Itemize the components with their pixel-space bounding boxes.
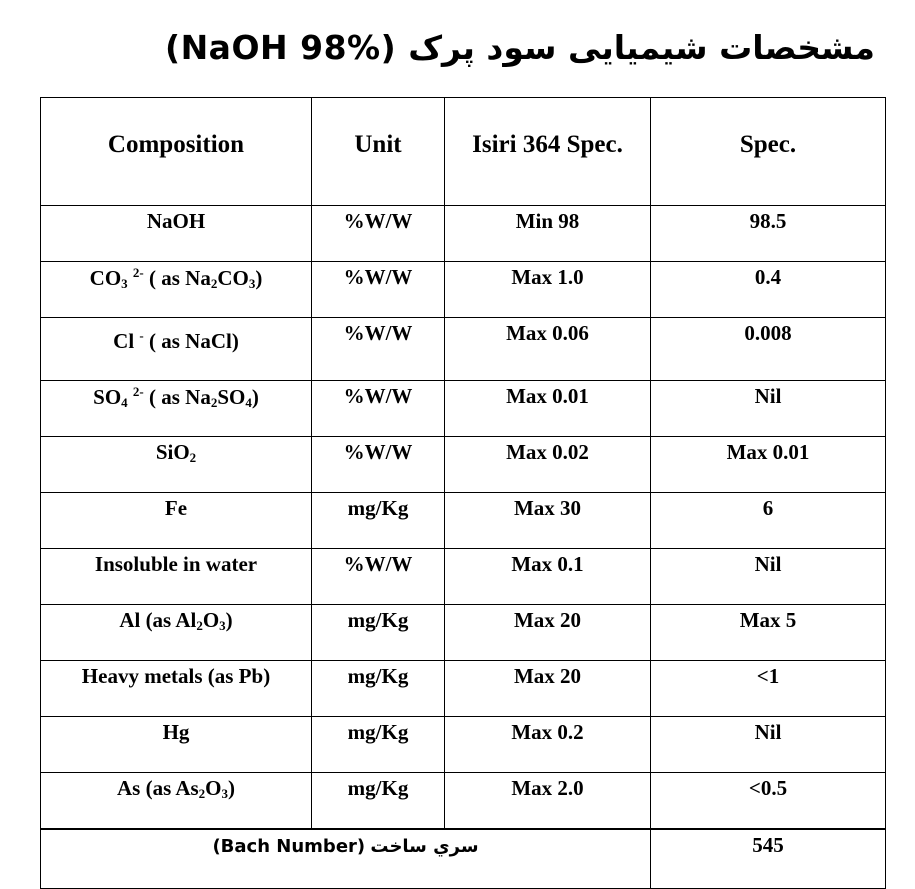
batch-label	[41, 829, 651, 889]
header-isiri-spec: Isiri 364 Spec.	[445, 98, 651, 206]
unit-cell: %W/W	[312, 206, 445, 262]
title-persian: مشخصات شیمیایی سود پرک	[408, 28, 875, 67]
spec-cell: Nil	[651, 549, 886, 605]
header-spec: Spec.	[651, 98, 886, 206]
composition-cell: Heavy metals (as Pb)	[41, 661, 312, 717]
table-row	[41, 773, 886, 830]
unit-cell: %W/W	[312, 549, 445, 605]
isiri-cell: Max 1.0	[445, 262, 651, 318]
table-row	[41, 549, 886, 605]
composition-cell: Cl - ( as NaCl)	[41, 318, 312, 381]
composition-cell: Fe	[41, 493, 312, 549]
composition-cell: As (as $As_2O_3$)	[41, 773, 312, 830]
table-row	[41, 318, 886, 381]
header-row	[41, 98, 886, 206]
unit-cell: mg/Kg	[312, 605, 445, 661]
composition-cell: NaOH	[41, 206, 312, 262]
table-row	[41, 661, 886, 717]
spec-cell: 98.5	[651, 206, 886, 262]
isiri-cell: Min 98	[445, 206, 651, 262]
unit-cell: mg/Kg	[312, 717, 445, 773]
unit-cell: %W/W	[312, 437, 445, 493]
spec-cell: Nil	[651, 381, 886, 437]
isiri-cell: Max 0.01	[445, 381, 651, 437]
composition-cell: SiO$_2$	[41, 437, 312, 493]
table-row	[41, 262, 886, 318]
isiri-cell: Max 0.02	[445, 437, 651, 493]
table-row	[41, 437, 886, 493]
header-unit: Unit	[312, 98, 445, 206]
isiri-cell: Max 30	[445, 493, 651, 549]
table-row	[41, 206, 886, 262]
table-row	[41, 605, 886, 661]
batch-number: 545	[651, 829, 886, 889]
spec-cell: 6	[651, 493, 886, 549]
spec-table	[40, 97, 886, 889]
spec-cell: <1	[651, 661, 886, 717]
page-title	[165, 28, 875, 67]
unit-cell: %W/W	[312, 381, 445, 437]
isiri-cell: Max 0.2	[445, 717, 651, 773]
batch-label-fa: سري ساخت	[370, 836, 479, 857]
spec-cell: Nil	[651, 717, 886, 773]
composition-cell: $SO_4$ $^{2-}$ ( as $Na_2SO_4$)	[41, 381, 312, 437]
composition-cell: $CO_3$ $^{2-}$ ( as $Na_2CO_3$)	[41, 262, 312, 318]
unit-cell: mg/Kg	[312, 493, 445, 549]
unit-cell: %W/W	[312, 262, 445, 318]
header-composition: Composition	[41, 98, 312, 206]
unit-cell: %W/W	[312, 318, 445, 381]
batch-row	[41, 829, 886, 889]
composition-cell: Insoluble in water	[41, 549, 312, 605]
spec-cell: Max 5	[651, 605, 886, 661]
composition-cell: Hg	[41, 717, 312, 773]
isiri-cell: Max 20	[445, 661, 651, 717]
spec-cell: Max 0.01	[651, 437, 886, 493]
isiri-cell: Max 20	[445, 605, 651, 661]
isiri-cell: Max 2.0	[445, 773, 651, 830]
unit-cell: mg/Kg	[312, 661, 445, 717]
spec-cell: 0.4	[651, 262, 886, 318]
spec-cell: <0.5	[651, 773, 886, 830]
isiri-cell: Max 0.06	[445, 318, 651, 381]
table-row	[41, 381, 886, 437]
table-row	[41, 717, 886, 773]
composition-cell: Al (as $Al_2O_3$)	[41, 605, 312, 661]
title-formula: (NaOH 98%)	[164, 28, 397, 67]
table-row	[41, 493, 886, 549]
batch-label-en: (Bach Number)	[212, 836, 366, 857]
unit-cell: mg/Kg	[312, 773, 445, 830]
isiri-cell: Max 0.1	[445, 549, 651, 605]
spec-cell: 0.008	[651, 318, 886, 381]
